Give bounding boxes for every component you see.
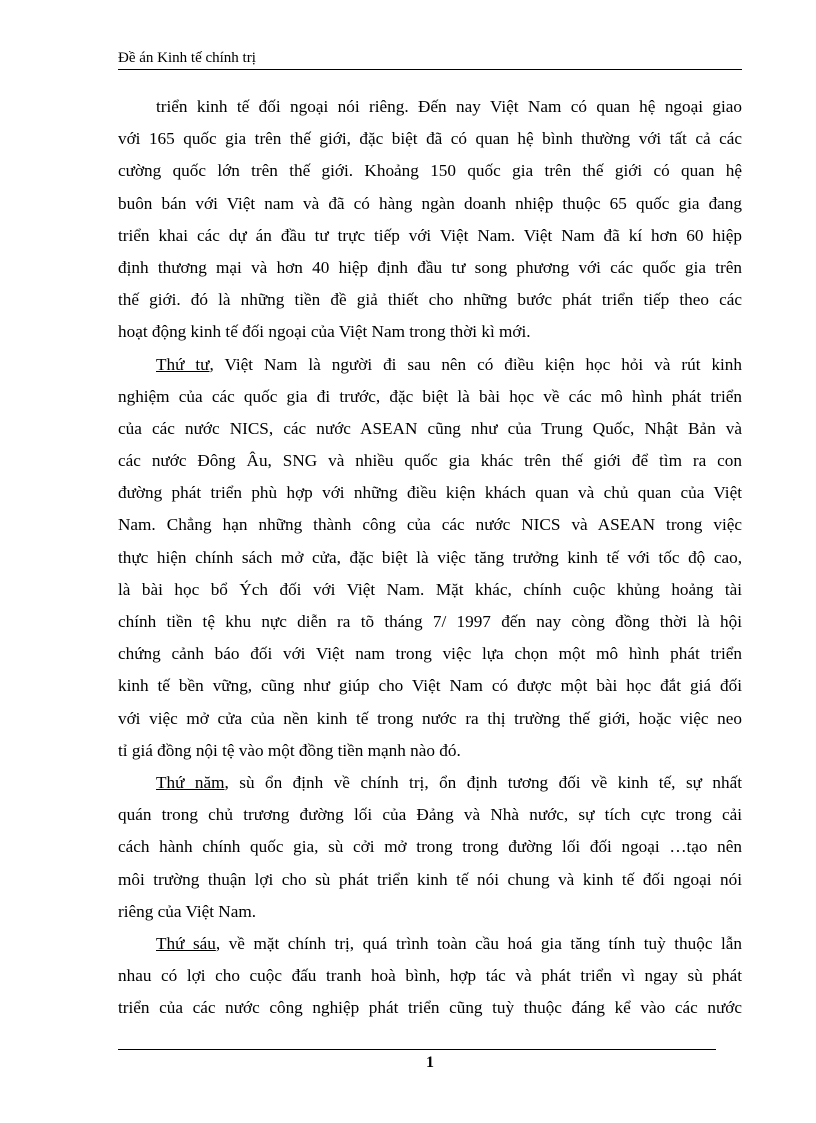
- text-line: triển kinh tế đối ngoại nói riêng. Đến nay Việt Nam có quan hệ ngoại giao: [156, 97, 742, 116]
- header-title: Đề án Kinh tế chính trị: [118, 50, 256, 66]
- text-line: cách hành chính quốc gia, sù cởi mở trong trong đường lối đối ngoại …tạo nên: [118, 837, 742, 857]
- text-run: , sù ổn định về chính trị, ổn định tương đối về kinh tế, sự nhất: [224, 772, 743, 792]
- text-line: triển khai các dự án đầu tư trực tiếp với Việt Nam. Việt Nam đã kí hơn 60 hiệp: [118, 225, 742, 245]
- text-line: chứng cảnh báo đối với Việt nam trong việc lựa chọn một mô hình phát triển: [118, 644, 742, 664]
- paragraph: [118, 767, 742, 928]
- text-line: hoạt động kinh tế đối ngoại của Việt Nam trong thời kì mới.: [118, 322, 531, 342]
- paragraph-heading: Thứ tư: [156, 354, 210, 374]
- text-line: chính tiền tệ khu nực diễn ra tõ tháng 7/ 1997 đến nay còng đồng thời là hội: [118, 612, 742, 631]
- text-line: buôn bán với Việt nam và đã có hàng ngàn doanh nhiệp thuộc 65 quốc gia đang: [118, 193, 742, 213]
- text-line: cường quốc lớn trên thế giới. Khoảng 150 quốc gia trên thế giới có quan hệ: [118, 161, 742, 181]
- footer-rule: [118, 1049, 716, 1050]
- page-header: [118, 48, 742, 70]
- document-body: [118, 91, 742, 1024]
- text-line: kinh tế bền vững, cũng như giúp cho Việt Nam có được một bài học đắt giá đối: [118, 676, 742, 696]
- text-line: [118, 349, 742, 381]
- text-line: của các nước NICS, các nước ASEAN cũng như của Trung Quốc, Nhật Bản và: [118, 418, 742, 438]
- text-line: với 165 quốc gia trên thế giới, đặc biệt đã có quan hệ bình thường với tất cả các: [118, 129, 742, 149]
- text-line: nghiệm của các quốc gia đi trước, đặc biệt là bài học về các mô hình phát triển: [118, 386, 742, 406]
- paragraph: [118, 91, 742, 349]
- page-number: 1: [426, 1054, 434, 1071]
- text-line: tỉ giá đồng nội tệ vào một đồng tiền mạnh nào đó.: [118, 740, 461, 760]
- paragraph-heading: Thứ năm: [156, 772, 225, 792]
- text-line: định thương mại và hơn 40 hiệp định đầu tư song phương với các quốc gia trên: [118, 257, 742, 277]
- text-line: với việc mở cửa của nền kinh tế trong nước ra thị trường thế giới, hoặc việc neo: [118, 708, 742, 728]
- text-line: Nam. Chẳng hạn những thành công của các nước NICS và ASEAN trong việc: [118, 515, 742, 535]
- text-line: [118, 928, 742, 960]
- text-run: , về mặt chính trị, quá trình toàn cầu hoá gia tăng tính tuỳ thuộc lẫn: [215, 933, 742, 953]
- text-line: [118, 767, 742, 799]
- paragraph: [118, 349, 742, 767]
- paragraph-heading: Thứ sáu: [156, 933, 216, 953]
- text-line: là bài học bổ Ých đối với Việt Nam. Mặt khác, chính cuộc khủng hoảng tài: [118, 579, 742, 599]
- text-line: triển của các nước công nghiệp phát triển cũng tuỳ thuộc đáng kể vào các nước: [118, 998, 742, 1018]
- text-line: quán trong chủ trương đường lối của Đảng và Nhà nước, sự tích cực trong cải: [118, 805, 742, 825]
- text-line: thực hiện chính sách mở cửa, đặc biệt là việc tăng trưởng kinh tế với tốc độ cao,: [118, 547, 742, 567]
- text-line: nhau có lợi cho cuộc đấu tranh hoà bình, hợp tác và phát triển vì ngay sù phát: [118, 966, 742, 986]
- text-line: môi trường thuận lợi cho sù phát triển kinh tế nói chung và kinh tế đối ngoại nói: [118, 869, 742, 889]
- text-line: thế giới. đó là những tiền đề giả thiết cho những bước phát triển tiếp theo các: [118, 290, 742, 310]
- text-run: , Việt Nam là người đi sau nên có điều kiện học hỏi và rút kinh: [209, 354, 742, 374]
- text-line: đường phát triển phù hợp với những điều kiện khách quan và chủ quan của Việt: [118, 483, 742, 503]
- text-line: các nước Đông Âu, SNG và nhiều quốc gia khác trên thế giới để tìm ra con: [118, 451, 742, 471]
- text-line: riêng của Việt Nam.: [118, 901, 257, 921]
- paragraph: [118, 928, 742, 1025]
